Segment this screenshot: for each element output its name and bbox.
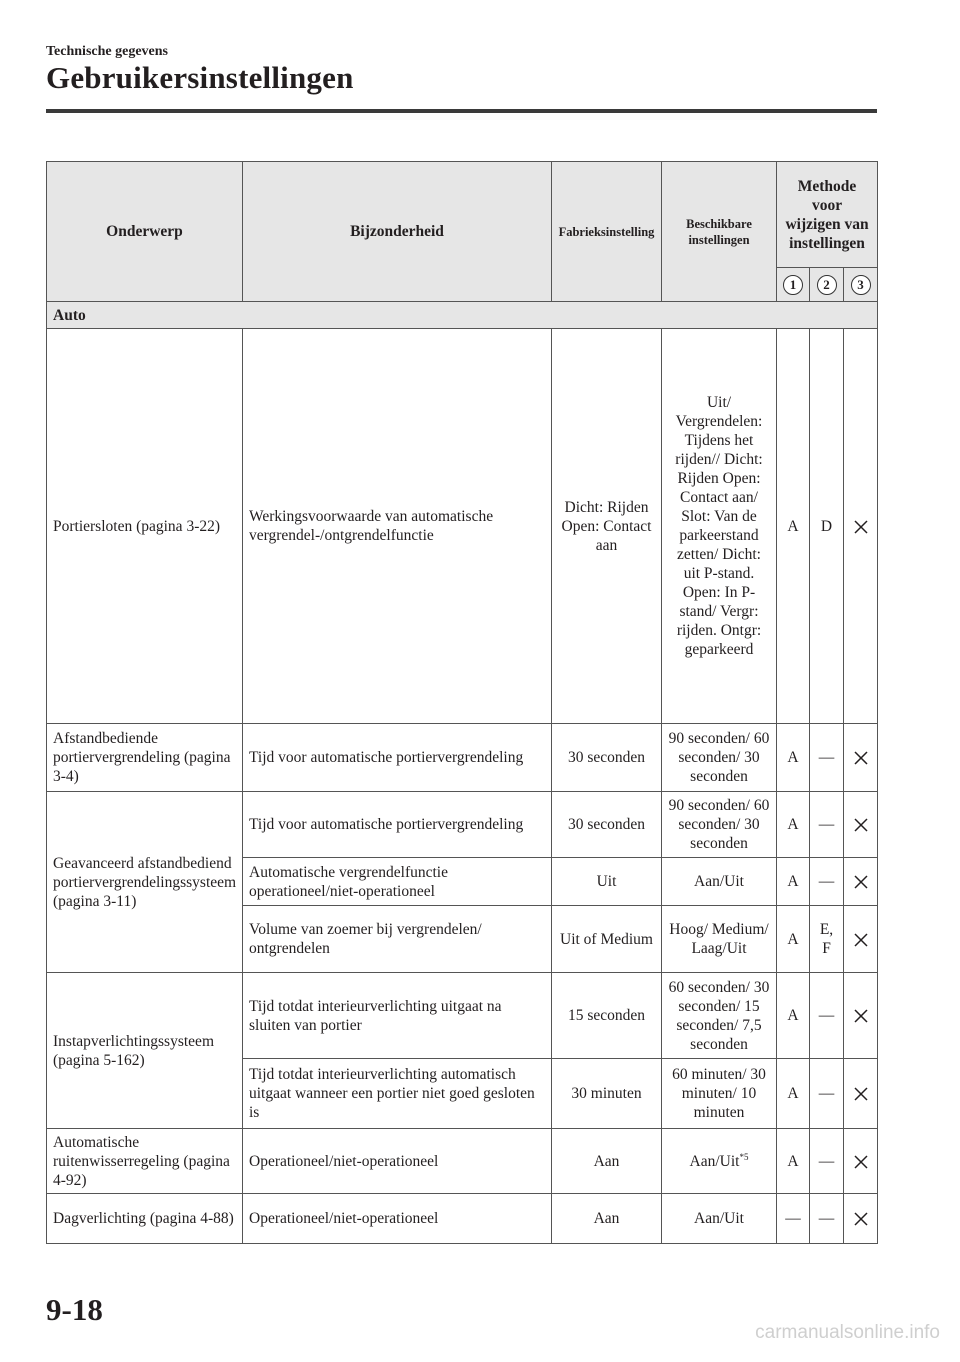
available-cell: Uit/ Vergrendelen: Tijdens het rijden// Dicht: Rijden Open: Contact aan/ Slot: Van de parkeerstand zetten/ Dicht: uit P-stand. Open: In P-stand/ Vergr: rijden. Ontgr: geparkeerd: [662, 329, 777, 724]
method-1-cell: A: [777, 858, 810, 906]
available-cell: 90 seconden/ 60 seconden/ 30 seconden: [662, 724, 777, 792]
method-2-cell: —: [810, 973, 844, 1059]
col-header-subject: Onderwerp: [47, 162, 243, 302]
method-3-cell: [844, 1129, 878, 1194]
x-mark-icon: [853, 1008, 869, 1024]
footnote-marker: *5: [739, 1151, 749, 1162]
method-3-cell: [844, 858, 878, 906]
detail-cell: Automatische vergrendelfunctie operationeel/niet-operationeel: [243, 858, 552, 906]
factory-cell: 30 seconden: [552, 792, 662, 858]
method-3-cell: [844, 906, 878, 973]
watermark: carmanualsonline.info: [755, 1322, 940, 1343]
detail-cell: Operationeel/niet-operationeel: [243, 1129, 552, 1194]
method-number-3: 3: [844, 268, 878, 302]
method-1-cell: A: [777, 1129, 810, 1194]
method-1-cell: A: [777, 724, 810, 792]
x-mark-icon: [853, 1154, 869, 1170]
subject-cell: Automatische ruitenwisserregeling (pagina 4-92): [47, 1129, 243, 1194]
section-label: Technische gegevens: [46, 44, 168, 59]
available-cell: 90 seconden/ 60 seconden/ 30 seconden: [662, 792, 777, 858]
method-3-cell: [844, 973, 878, 1059]
detail-cell: Tijd totdat interieurverlichting uitgaat na sluiten van portier: [243, 973, 552, 1059]
available-cell: Hoog/ Medium/ Laag/Uit: [662, 906, 777, 973]
col-header-method: Methode voor wijzigen van instellingen: [777, 162, 878, 268]
available-cell: Aan/Uit: [662, 1194, 777, 1244]
method-2-cell: —: [810, 1059, 844, 1129]
x-mark-icon: [853, 817, 869, 833]
method-3-cell: [844, 1059, 878, 1129]
available-cell: 60 seconden/ 30 seconden/ 15 seconden/ 7,5 seconden: [662, 973, 777, 1059]
category-row: Auto: [47, 302, 878, 329]
col-header-factory: Fabrieksinstelling: [552, 162, 662, 302]
detail-cell: Volume van zoemer bij vergrendelen/ ontgrendelen: [243, 906, 552, 973]
method-2-cell: —: [810, 1194, 844, 1244]
method-1-cell: A: [777, 906, 810, 973]
method-3-cell: [844, 792, 878, 858]
method-number-2: 2: [810, 268, 844, 302]
available-value: Aan/Uit: [689, 1152, 740, 1170]
x-mark-icon: [853, 1211, 869, 1227]
x-mark-icon: [853, 1086, 869, 1102]
x-mark-icon: [853, 750, 869, 766]
x-mark-icon: [853, 874, 869, 890]
method-3-cell: [844, 329, 878, 724]
method-number-1: 1: [777, 268, 810, 302]
method-1-cell: A: [777, 973, 810, 1059]
detail-cell: Tijd totdat interieurverlichting automatisch uitgaat wanneer een portier niet goed gesloten is: [243, 1059, 552, 1129]
table-row: [47, 1129, 878, 1194]
table-row: [47, 1194, 878, 1244]
method-2-cell: —: [810, 1129, 844, 1194]
method-2-cell: —: [810, 792, 844, 858]
method-1-cell: A: [777, 329, 810, 724]
col-header-available: Beschikbare instellingen: [662, 162, 777, 302]
table-row: [47, 973, 878, 1059]
x-mark-icon: [853, 932, 869, 948]
detail-cell: Tijd voor automatische portiervergrendeling: [243, 724, 552, 792]
method-1-cell: A: [777, 792, 810, 858]
title-rule: [46, 109, 877, 113]
available-cell: 60 minuten/ 30 minuten/ 10 minuten: [662, 1059, 777, 1129]
method-2-cell: —: [810, 724, 844, 792]
method-1-cell: A: [777, 1059, 810, 1129]
available-cell: [662, 1129, 777, 1194]
method-1-cell: —: [777, 1194, 810, 1244]
available-cell: Aan/Uit: [662, 858, 777, 906]
subject-cell: Portiersloten (pagina 3-22): [47, 329, 243, 724]
subject-cell: Afstandbediende portiervergrendeling (pagina 3-4): [47, 724, 243, 792]
factory-cell: 30 seconden: [552, 724, 662, 792]
method-3-cell: [844, 724, 878, 792]
subject-cell: Instapverlichtingssysteem (pagina 5-162): [47, 973, 243, 1129]
settings-table: [46, 161, 878, 1244]
method-2-cell: E, F: [810, 906, 844, 973]
col-header-detail: Bijzonderheid: [243, 162, 552, 302]
method-2-cell: D: [810, 329, 844, 724]
factory-cell: Dicht: Rijden Open: Contact aan: [552, 329, 662, 724]
factory-cell: 15 seconden: [552, 973, 662, 1059]
detail-cell: Werkingsvoorwaarde van automatische vergrendel-/ontgrendelfunctie: [243, 329, 552, 724]
detail-cell: Operationeel/niet-operationeel: [243, 1194, 552, 1244]
page-title: Gebruikersinstellingen: [46, 60, 354, 95]
subject-cell: Dagverlichting (pagina 4-88): [47, 1194, 243, 1244]
factory-cell: Uit: [552, 858, 662, 906]
factory-cell: Aan: [552, 1194, 662, 1244]
detail-cell: Tijd voor automatische portiervergrendeling: [243, 792, 552, 858]
factory-cell: 30 minuten: [552, 1059, 662, 1129]
table-row: [47, 329, 878, 724]
factory-cell: Uit of Medium: [552, 906, 662, 973]
table-row: [47, 724, 878, 792]
subject-cell: Geavanceerd afstandbediend portiervergrendelingssysteem (pagina 3-11): [47, 792, 243, 973]
page-number: 9-18: [46, 1292, 103, 1327]
method-3-cell: [844, 1194, 878, 1244]
method-2-cell: —: [810, 858, 844, 906]
x-mark-icon: [853, 519, 869, 535]
factory-cell: Aan: [552, 1129, 662, 1194]
table-row: [47, 792, 878, 858]
